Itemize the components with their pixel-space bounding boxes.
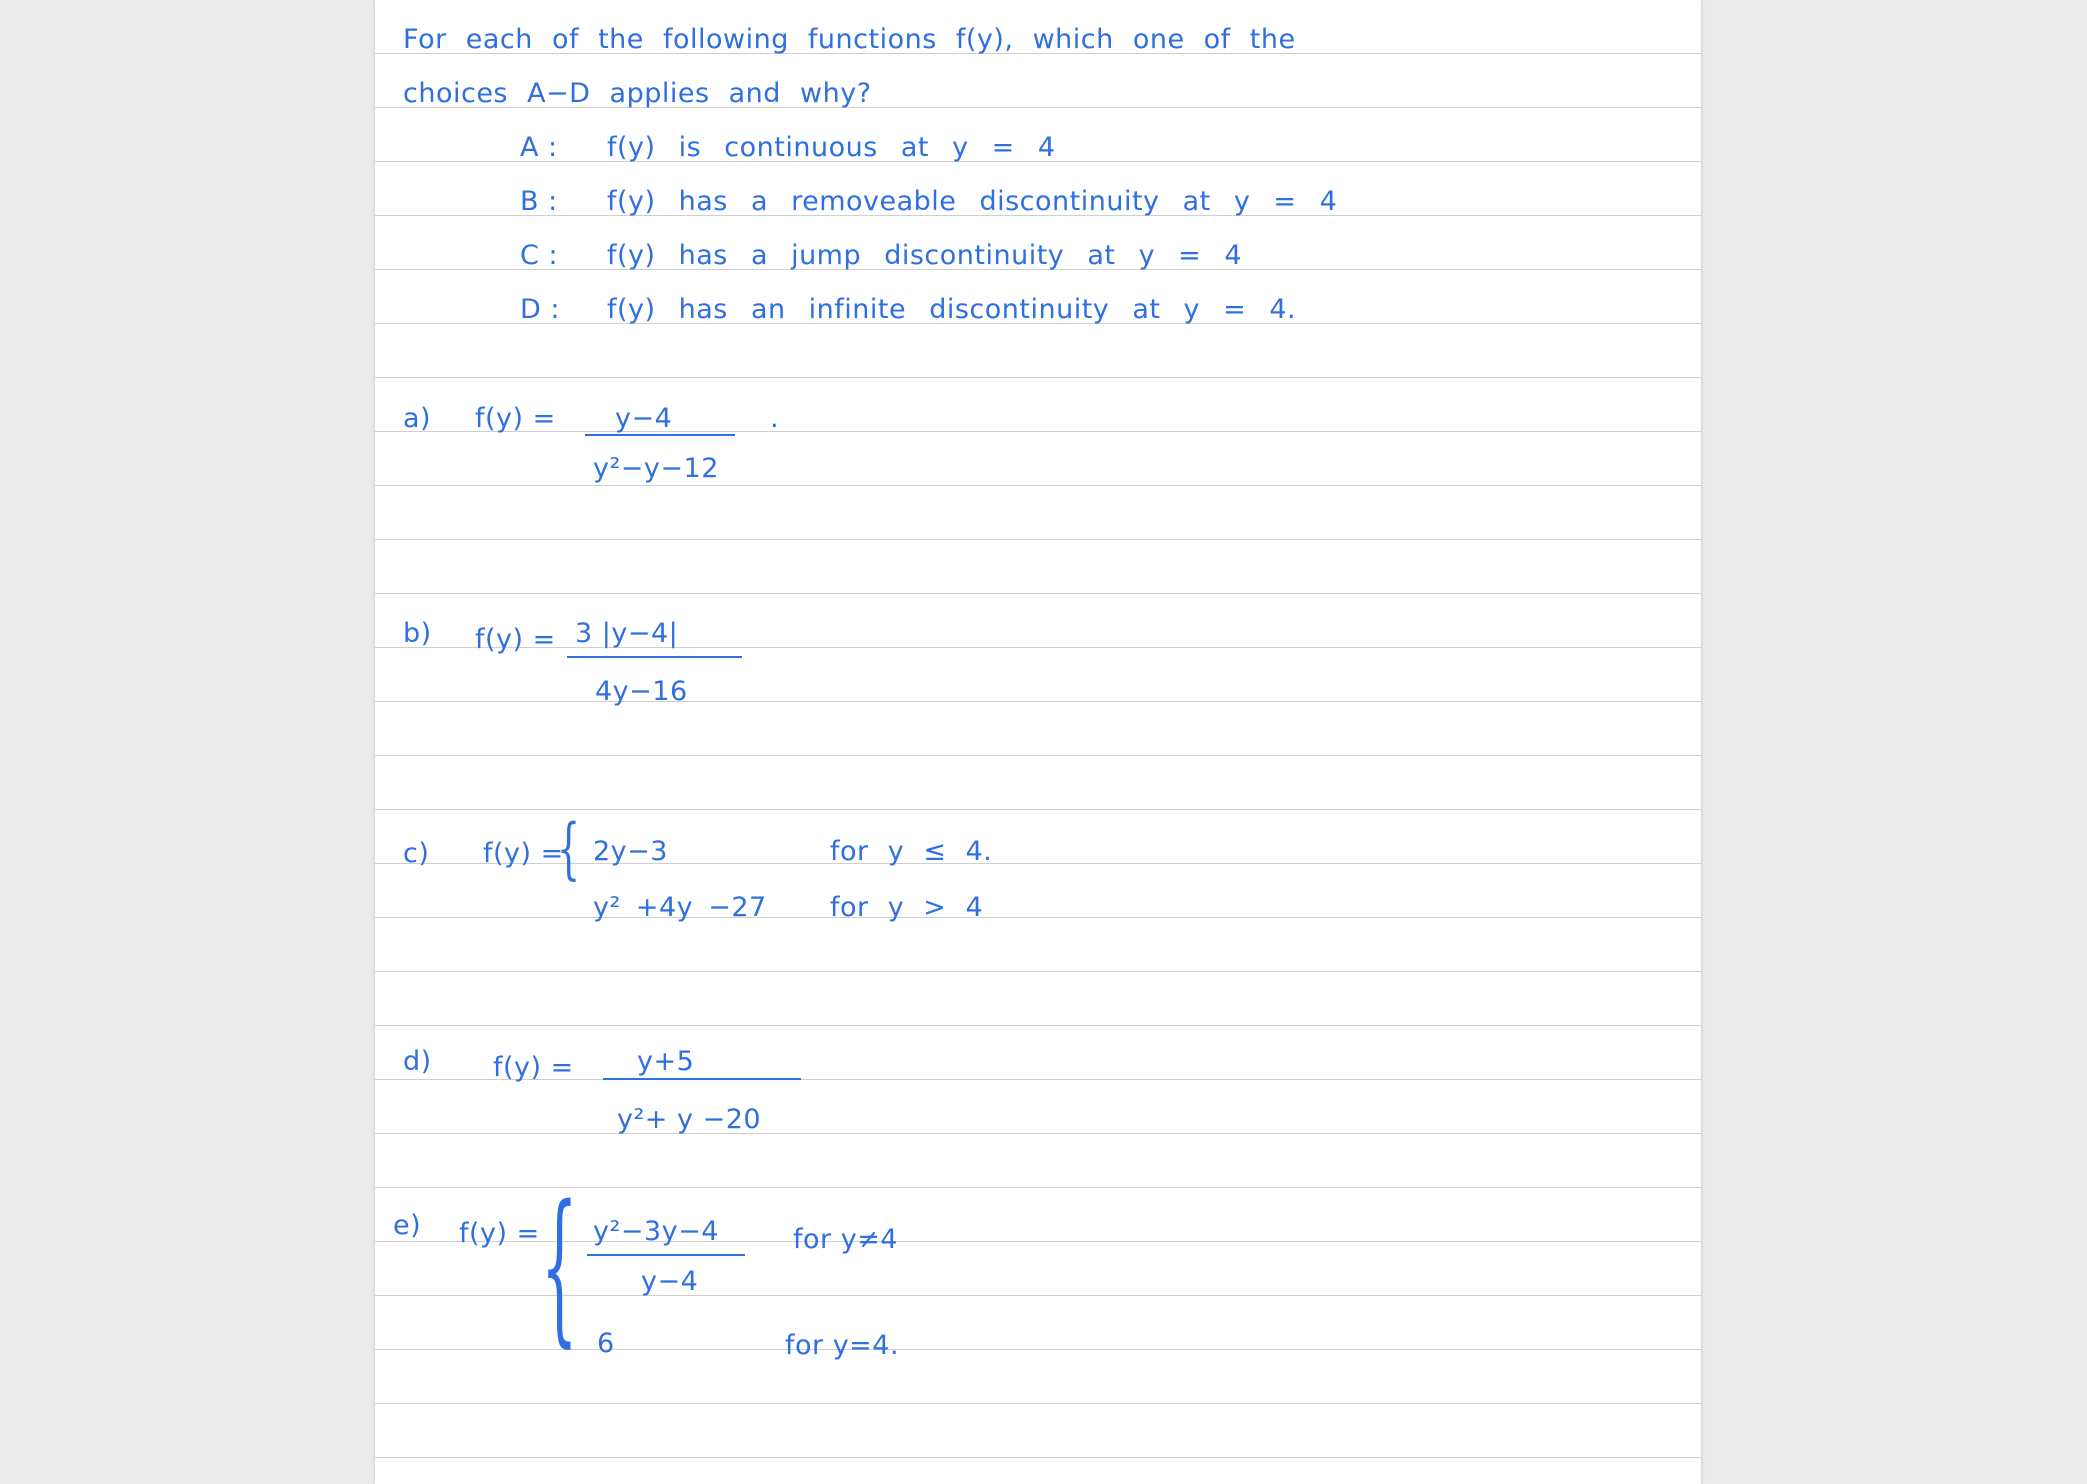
problem-c-label: c) xyxy=(403,838,430,869)
problem-e-fraction-bar xyxy=(587,1254,745,1256)
problem-c-case1-cond: for y ≤ 4. xyxy=(830,836,993,867)
problem-e-case2-cond: for y=4. xyxy=(785,1330,900,1361)
choice-b-text: f(y) has a removeable discontinuity at y = 4 xyxy=(607,186,1338,217)
choice-d-text: f(y) has an infinite discontinuity at y = 4. xyxy=(607,294,1297,325)
problem-b-label: b) xyxy=(403,618,432,649)
choice-a-text: f(y) is continuous at y = 4 xyxy=(607,132,1056,163)
problem-b-numerator: 3 |y−4| xyxy=(575,618,679,649)
problem-e-case2-expr: 6 xyxy=(597,1328,615,1359)
problem-e-case1-numerator: y²−3y−4 xyxy=(593,1216,719,1247)
problem-c-case2-cond: for y > 4 xyxy=(830,892,984,923)
problem-b-fraction-bar xyxy=(567,656,742,658)
problem-e-label: e) xyxy=(393,1210,422,1241)
problem-a-trail: . xyxy=(770,403,780,434)
problem-d-fraction-bar xyxy=(603,1078,801,1080)
problem-d-denominator: y²+ y −20 xyxy=(617,1104,762,1135)
intro-line-2: choices A−D applies and why? xyxy=(403,78,872,109)
problem-a-lhs: f(y) = xyxy=(475,403,556,434)
problem-a-denominator: y²−y−12 xyxy=(593,453,719,484)
problem-e-brace: { xyxy=(541,1170,578,1362)
problem-e-lhs: f(y) = xyxy=(459,1218,540,1249)
problem-b-denominator: 4y−16 xyxy=(595,676,688,707)
problem-a-fraction-bar xyxy=(585,434,735,436)
choice-b-letter: B : xyxy=(520,186,558,217)
problem-d-numerator: y+5 xyxy=(637,1046,695,1077)
problem-d-label: d) xyxy=(403,1046,432,1077)
problem-c-case2-expr: y² +4y −27 xyxy=(593,892,767,923)
problem-a-label: a) xyxy=(403,403,432,434)
problem-a-numerator: y−4 xyxy=(615,403,673,434)
notebook-page xyxy=(375,0,1701,1484)
problem-d-lhs: f(y) = xyxy=(493,1052,574,1083)
intro-line-1: For each of the following functions f(y), which one of the xyxy=(403,24,1296,55)
problem-c-lhs: f(y) = xyxy=(483,838,564,869)
problem-e-case1-denominator: y−4 xyxy=(641,1266,699,1297)
choice-d-letter: D : xyxy=(520,294,560,325)
problem-b-lhs: f(y) = xyxy=(475,624,556,655)
problem-c-case1-expr: 2y−3 xyxy=(593,836,668,867)
problem-e-case1-cond: for y≠4 xyxy=(793,1224,898,1255)
problem-c-brace: { xyxy=(557,810,581,887)
choice-c-text: f(y) has a jump discontinuity at y = 4 xyxy=(607,240,1243,271)
choice-a-letter: A : xyxy=(520,132,558,163)
choice-c-letter: C : xyxy=(520,240,559,271)
